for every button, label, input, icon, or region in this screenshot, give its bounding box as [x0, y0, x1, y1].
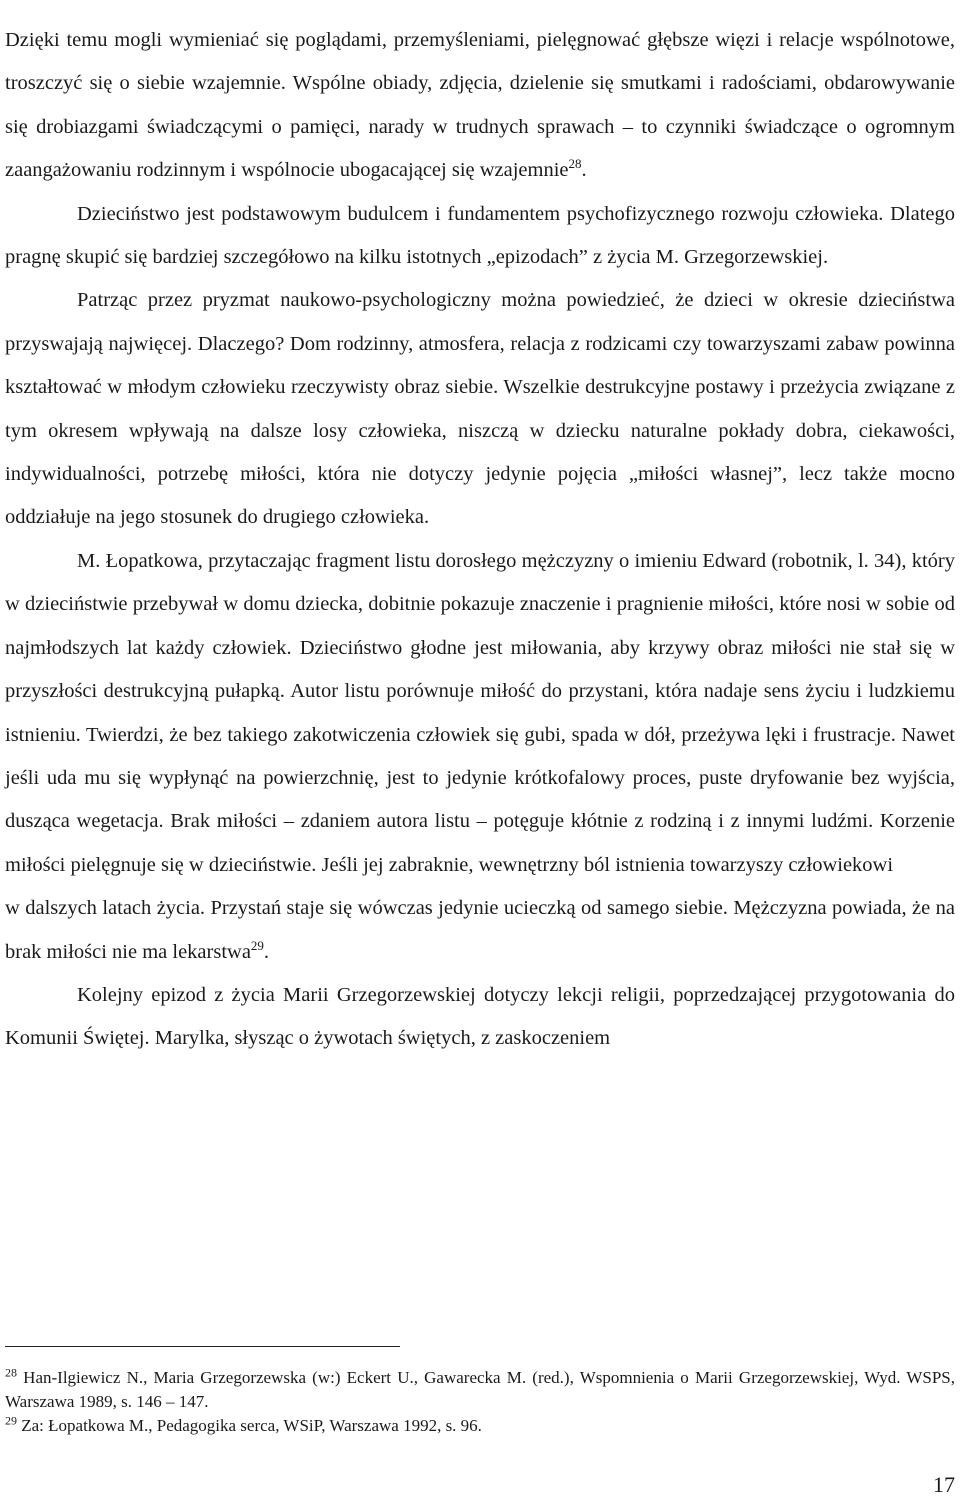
footnote-text: Za: Łopatkowa M., Pedagogika serca, WSiP, Warszawa 1992, s. 96. — [17, 1416, 482, 1435]
body-text — [5, 19, 955, 1061]
paragraph-5 — [5, 887, 955, 974]
footnote-text: Han-Ilgiewicz N., Maria Grzegorzewska (w:) Eckert U., Gawarecka M. (red.), Wspomnienia o Marii Grzegorzewskiej, Wyd. WSPS, Warszawa 1989, s. 146 – 147. — [5, 1368, 955, 1411]
paragraph-5-end: . — [263, 940, 270, 963]
paragraph-4: M. Łopatkowa, przytaczając fragment listu dorosłego mężczyzny o imieniu Edward (robotnik, l. 34), który w dzieciństwie przebywał w domu dziecka, dobitnie pokazuje znaczenie i pragnienie miłości, które nosi w sobie od najmłodszych lat każdy człowiek. Dzieciństwo głodne jest miłowania, aby krzywy obraz miłości nie stał się w przyszłości destrukcyjną pułapką. Autor listu porównuje miłość do przystani, która nadaje sens życiu i ludzkiemu istnieniu. Twierdzi, że bez takiego zakotwiczenia człowiek się gubi, spada w dół, przeżywa lęki i frustracje. Nawet jeśli uda mu się wypłynąć na powierzchnię, jest to jedynie krótkofalowy proces, puste dryfowanie bez wyjścia, dusząca wegetacja. Brak miłości – zdaniem autora listu – potęguje kłótnie z rodziną i z innymi ludźmi. Korzenie miłości pielęgnuje się w dzieciństwie. Jeśli jej zabraknie, wewnętrzny ból istnienia towarzyszy człowiekowi — [5, 549, 955, 876]
footnote-number: 28 — [5, 1365, 17, 1380]
paragraph-1-text: Dzięki temu mogli wymieniać się poglądami, przemyśleniami, pielęgnować głębsze więzi i relacje wspólnotowe, troszczyć się o siebie wzajemnie. Wspólne obiady, zdjęcia, dzielenie się smutkami i radościami, obdarowywanie się drobiazgami świadczącymi o pamięci, narady w trudnych sprawach – to czynniki świadczące o ogromnym zaangażowaniu rodzinnym i wspólnocie ubogacającej się wzajemnie — [5, 29, 955, 182]
footnote-ref-28[interactable]: 28 — [568, 156, 582, 172]
paragraph-3: Patrząc przez pryzmat naukowo-psychologiczny można powiedzieć, że dzieci w okresie dzieciństwa przyswajają najwięcej. Dlaczego? Dom rodzinny, atmosfera, relacja z rodzicami czy towarzyszami zabaw powinna kształtować w młodym człowieku rzeczywisty obraz siebie. Wszelkie destrukcyjne postawy i przeżycia związane z tym okresem wpływają na dalsze losy człowieka, niszczą w dziecku naturalne pokłady dobra, ciekawości, indywidualności, potrzebę miłości, która nie dotyczy jedynie pojęcia „miłości własnej”, lecz także mocno oddziałuje na jego stosunek do drugiego człowieka. — [5, 289, 955, 529]
paragraph-2: Dzieciństwo jest podstawowym budulcem i fundamentem psychofizycznego rozwoju człowieka. Dlatego pragnę skupić się bardziej szczegółowo na kilku istotnych „epizodach” z życia M. Grzegorzewskiej. — [5, 202, 955, 269]
footnote-divider — [5, 1346, 400, 1347]
page-number: 17 — [933, 1472, 955, 1497]
footnote-ref-29[interactable]: 29 — [250, 937, 264, 953]
footnotes — [5, 1366, 955, 1438]
footnote-number: 29 — [5, 1413, 17, 1428]
footnote-29 — [5, 1414, 955, 1438]
paragraph-1 — [5, 19, 955, 193]
footnote-28 — [5, 1366, 955, 1414]
paragraph-1-end: . — [581, 159, 587, 182]
document-page — [5, 0, 955, 1061]
paragraph-6: Kolejny epizod z życia Marii Grzegorzewskiej dotyczy lekcji religii, poprzedzającej przygotowania do Komunii Świętej. Marylka, słysząc o żywotach świętych, z zaskoczeniem — [5, 983, 955, 1050]
paragraph-5-text: w dalszych latach życia. Przystań staje się wówczas jedynie ucieczką od samego siebie. Mężczyzna powiada, że na brak miłości nie ma lekarstwa — [5, 897, 955, 963]
